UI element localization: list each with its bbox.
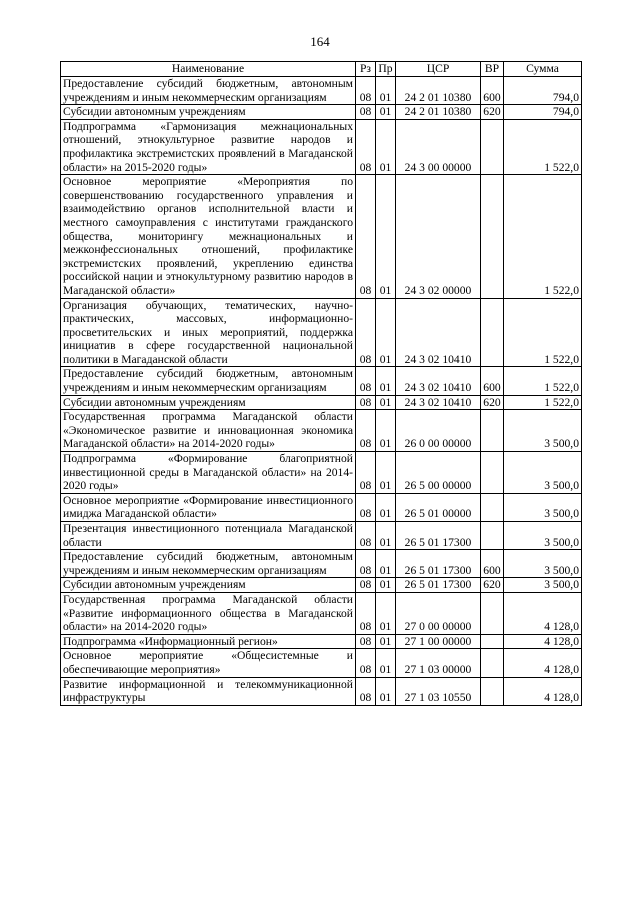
row-pr: 01 bbox=[376, 105, 396, 120]
row-vr bbox=[481, 522, 504, 550]
row-csr: 27 1 03 10550 bbox=[396, 677, 481, 705]
row-csr: 24 3 02 10410 bbox=[396, 367, 481, 395]
table-row bbox=[61, 578, 582, 593]
row-csr: 24 2 01 10380 bbox=[396, 77, 481, 105]
row-rz: 08 bbox=[356, 105, 376, 120]
table-row bbox=[61, 522, 582, 550]
row-pr: 01 bbox=[376, 578, 396, 593]
row-rz: 08 bbox=[356, 522, 376, 550]
row-pr: 01 bbox=[376, 522, 396, 550]
row-pr: 01 bbox=[376, 395, 396, 410]
row-name: Предоставление субсидий бюджетным, автономным учреждениям и иным некоммерческим организациям bbox=[61, 367, 356, 395]
row-sum: 1 522,0 bbox=[504, 395, 582, 410]
table-row bbox=[61, 105, 582, 120]
row-rz: 08 bbox=[356, 550, 376, 578]
table-row bbox=[61, 119, 582, 174]
row-name: Подпрограмма «Формирование благоприятной инвестиционной среды в Магаданской области» на 2014-2020 годы» bbox=[61, 452, 356, 494]
row-name: Подпрограмма «Гармонизация межнациональных отношений, этнокультурное развитие народов и профилактика экстремистских проявлений в Магаданской области» на 2015-2020 годы» bbox=[61, 119, 356, 174]
row-name: Презентация инвестиционного потенциала Магаданской области bbox=[61, 522, 356, 550]
row-pr: 01 bbox=[376, 77, 396, 105]
row-vr: 600 bbox=[481, 367, 504, 395]
row-pr: 01 bbox=[376, 493, 396, 521]
column-header-vr: ВР bbox=[481, 62, 504, 77]
row-sum: 1 522,0 bbox=[504, 298, 582, 367]
row-csr: 27 0 00 00000 bbox=[396, 592, 481, 634]
column-header-rz: Рз bbox=[356, 62, 376, 77]
row-vr bbox=[481, 119, 504, 174]
row-pr: 01 bbox=[376, 550, 396, 578]
row-sum: 4 128,0 bbox=[504, 592, 582, 634]
row-rz: 08 bbox=[356, 410, 376, 452]
row-name: Государственная программа Магаданской области «Экономическое развитие и инновационная экономика Магаданской области» на 2014-2020 годы» bbox=[61, 410, 356, 452]
table-row bbox=[61, 649, 582, 677]
row-rz: 08 bbox=[356, 77, 376, 105]
row-rz: 08 bbox=[356, 592, 376, 634]
row-csr: 26 5 00 00000 bbox=[396, 452, 481, 494]
row-pr: 01 bbox=[376, 367, 396, 395]
row-vr bbox=[481, 592, 504, 634]
row-sum: 3 500,0 bbox=[504, 452, 582, 494]
table-row bbox=[61, 677, 582, 705]
row-pr: 01 bbox=[376, 119, 396, 174]
table-row bbox=[61, 550, 582, 578]
table-row bbox=[61, 298, 582, 367]
page-number: 164 bbox=[310, 34, 330, 49]
row-name: Государственная программа Магаданской области «Развитие информационного общества в Магаданской области» на 2014-2020 годы» bbox=[61, 592, 356, 634]
row-name: Подпрограмма «Информационный регион» bbox=[61, 634, 356, 649]
column-header-name: Наименование bbox=[61, 62, 356, 77]
row-rz: 08 bbox=[356, 175, 376, 298]
row-sum: 794,0 bbox=[504, 77, 582, 105]
row-vr bbox=[481, 175, 504, 298]
row-rz: 08 bbox=[356, 677, 376, 705]
table-row bbox=[61, 493, 582, 521]
row-sum: 1 522,0 bbox=[504, 119, 582, 174]
row-csr: 27 1 00 00000 bbox=[396, 634, 481, 649]
row-rz: 08 bbox=[356, 119, 376, 174]
column-header-csr: ЦСР bbox=[396, 62, 481, 77]
row-sum: 1 522,0 bbox=[504, 175, 582, 298]
column-header-pr: Пр bbox=[376, 62, 396, 77]
table-row bbox=[61, 410, 582, 452]
row-csr: 26 5 01 17300 bbox=[396, 522, 481, 550]
table-header-row bbox=[61, 62, 582, 77]
table-row bbox=[61, 634, 582, 649]
row-name: Предоставление субсидий бюджетным, автономным учреждениям и иным некоммерческим организациям bbox=[61, 77, 356, 105]
row-csr: 24 3 02 10410 bbox=[396, 298, 481, 367]
row-sum: 3 500,0 bbox=[504, 578, 582, 593]
row-csr: 26 5 01 17300 bbox=[396, 578, 481, 593]
row-vr bbox=[481, 634, 504, 649]
row-vr bbox=[481, 410, 504, 452]
row-sum: 3 500,0 bbox=[504, 550, 582, 578]
table-row bbox=[61, 175, 582, 298]
table-row bbox=[61, 452, 582, 494]
row-pr: 01 bbox=[376, 410, 396, 452]
row-pr: 01 bbox=[376, 634, 396, 649]
table-row bbox=[61, 395, 582, 410]
row-name: Основное мероприятие «Мероприятия по совершенствованию государственного управления и взаимодействию органов исполнительной власти и местного самоуправления с институтами гражданского общества, мониторингу межнациональных и межконфессиональных отношений, профилактике экстремистских проявлений, укреплению единства российской нации и этнокультурному развитию народов в Магаданской области» bbox=[61, 175, 356, 298]
table-row bbox=[61, 592, 582, 634]
row-name: Субсидии автономным учреждениям bbox=[61, 578, 356, 593]
row-vr bbox=[481, 298, 504, 367]
row-pr: 01 bbox=[376, 175, 396, 298]
row-name: Основное мероприятие «Формирование инвестиционного имиджа Магаданской области» bbox=[61, 493, 356, 521]
row-rz: 08 bbox=[356, 452, 376, 494]
row-sum: 4 128,0 bbox=[504, 677, 582, 705]
row-pr: 01 bbox=[376, 677, 396, 705]
row-rz: 08 bbox=[356, 367, 376, 395]
budget-table bbox=[60, 61, 582, 706]
row-rz: 08 bbox=[356, 649, 376, 677]
row-vr bbox=[481, 452, 504, 494]
row-pr: 01 bbox=[376, 452, 396, 494]
row-rz: 08 bbox=[356, 493, 376, 521]
row-vr bbox=[481, 677, 504, 705]
row-name: Основное мероприятие «Общесистемные и обеспечивающие мероприятия» bbox=[61, 649, 356, 677]
row-vr bbox=[481, 649, 504, 677]
row-name: Субсидии автономным учреждениям bbox=[61, 395, 356, 410]
row-sum: 4 128,0 bbox=[504, 649, 582, 677]
row-vr: 600 bbox=[481, 550, 504, 578]
row-pr: 01 bbox=[376, 298, 396, 367]
row-rz: 08 bbox=[356, 634, 376, 649]
row-sum: 3 500,0 bbox=[504, 410, 582, 452]
row-csr: 24 3 02 00000 bbox=[396, 175, 481, 298]
table-row bbox=[61, 367, 582, 395]
row-vr: 620 bbox=[481, 578, 504, 593]
row-vr: 620 bbox=[481, 105, 504, 120]
row-name: Развитие информационной и телекоммуникационной инфраструктуры bbox=[61, 677, 356, 705]
table-row bbox=[61, 77, 582, 105]
row-pr: 01 bbox=[376, 649, 396, 677]
row-csr: 24 2 01 10380 bbox=[396, 105, 481, 120]
row-vr: 600 bbox=[481, 77, 504, 105]
row-sum: 3 500,0 bbox=[504, 493, 582, 521]
row-name: Субсидии автономным учреждениям bbox=[61, 105, 356, 120]
row-pr: 01 bbox=[376, 592, 396, 634]
row-rz: 08 bbox=[356, 298, 376, 367]
row-sum: 3 500,0 bbox=[504, 522, 582, 550]
row-vr: 620 bbox=[481, 395, 504, 410]
row-csr: 27 1 03 00000 bbox=[396, 649, 481, 677]
row-vr bbox=[481, 493, 504, 521]
row-name: Организация обучающих, тематических, научно-практических, массовых, информационно-просветительских и иных мероприятий, поддержка инициатив в сфере государственной национальной политики в Магаданской области bbox=[61, 298, 356, 367]
row-name: Предоставление субсидий бюджетным, автономным учреждениям и иным некоммерческим организациям bbox=[61, 550, 356, 578]
row-csr: 24 3 02 10410 bbox=[396, 395, 481, 410]
row-sum: 4 128,0 bbox=[504, 634, 582, 649]
column-header-sum: Сумма bbox=[504, 62, 582, 77]
row-csr: 26 5 01 00000 bbox=[396, 493, 481, 521]
row-sum: 1 522,0 bbox=[504, 367, 582, 395]
row-rz: 08 bbox=[356, 578, 376, 593]
row-rz: 08 bbox=[356, 395, 376, 410]
row-csr: 26 0 00 00000 bbox=[396, 410, 481, 452]
row-sum: 794,0 bbox=[504, 105, 582, 120]
row-csr: 24 3 00 00000 bbox=[396, 119, 481, 174]
row-csr: 26 5 01 17300 bbox=[396, 550, 481, 578]
